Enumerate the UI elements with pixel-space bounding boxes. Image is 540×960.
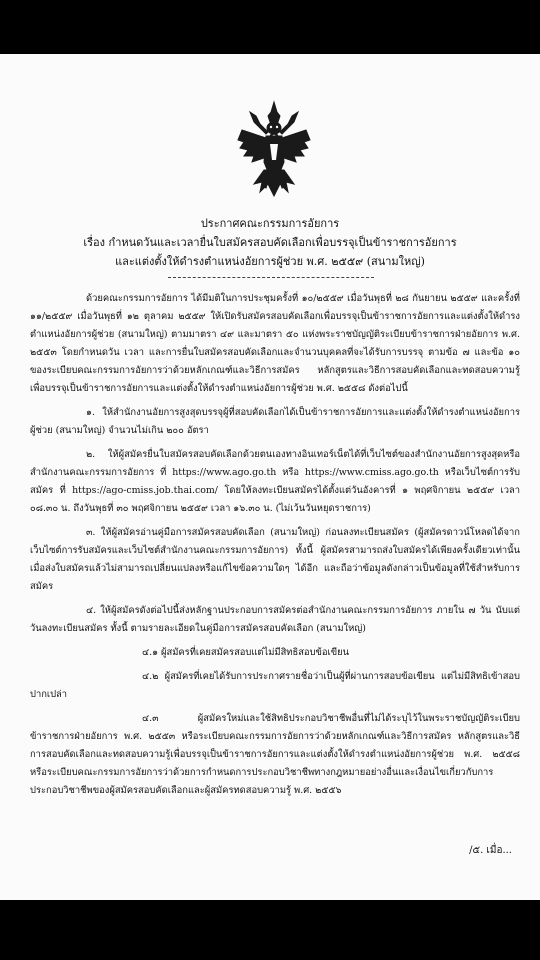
announcement-subject-line-1: เรื่อง กำหนดวันและเวลายื่นใบสมัครสอบคัดเลือกเพื่อบรรจุเป็นข้าราชการอัยการ xyxy=(83,236,457,249)
item-1: ๑. ให้สำนักงานอัยการสูงสุดบรรจุผู้ที่สอบคัดเลือกได้เป็นข้าราชการอัยการและแต่งตั้งให้ดำรงตำแหน่งอัยการผู้ช่วย (สนามใหญ่) จำนวนไม่เกิน ๒๐๐ อัตรา xyxy=(30,407,520,436)
document-page xyxy=(0,54,540,900)
item-4-3: ๔.๓ ผู้สมัครใหม่และใช้สิทธิประกอบวิชาชีพอื่นที่ไม่ได้ระบุไว้ในพระราชบัญญัติระเบียบข้าราชการฝ่ายอัยการ พ.ศ. ๒๕๕๓ หรือระเบียบคณะกรรมการอัยการว่าด้วยหลักเกณฑ์และวิธีการสมัคร หลักสูตรและวิธีการสอบคัดเลือกและทดสอบความรู้เพื่อบรรจุเป็นข้าราชการอัยการและแต่งตั้งให้ดำรงตำแหน่งอัยการผู้ช่วย พ.ศ. ๒๕๕๘ หรือระเบียบคณะกรรมการอัยการว่าด้วยการกำหนดการประกอบวิชาชีพทางกฎหมายอย่างอื่นและเงื่อนไขเกี่ยวกับการประกอบวิชาชีพของผู้สมัครสอบคัดเลือกและผู้สมัครทดสอบความรู้ พ.ศ. ๒๕๕๖ xyxy=(30,713,520,796)
item-4-2: ๔.๒ ผู้สมัครที่เคยได้รับการประกาศรายชื่อว่าเป็นผู้ที่ผ่านการสอบข้อเขียน แต่ไม่มีสิทธิเข้าสอบปากเปล่า xyxy=(30,671,520,700)
announcement-title: ประกาศคณะกรรมการอัยการ xyxy=(200,217,340,230)
garuda-emblem-icon xyxy=(236,100,312,204)
continuation-marker: /๕. เมื่อ... xyxy=(469,845,512,856)
item-2: ๒. ให้ผู้สมัครยื่นใบสมัครสอบคัดเลือกด้วยตนเองทางอินเทอร์เน็ตได้ที่เว็บไซต์ของสำนักงานอัยการสูงสุดหรือสำนักงานคณะกรรมการอัยการ ที่ https://www.ago.go.th หรือ https://www.cmiss.ago.go.th หรือเว็บไซต์การรับสมัคร ที่ https://ago-cmiss.job.thai.com/ โดยให้ลงทะเบียนสมัครได้ตั้งแต่วันอังคารที่ ๑ พฤศจิกายน ๒๕๕๙ เวลา ๐๘.๓๐ น. ถึงวันพุธที่ ๓๐ พฤศจิกายน ๒๕๕๙ เวลา ๑๖.๓๐ น. (ไม่เว้นวันหยุดราชการ) xyxy=(30,449,520,514)
item-3: ๓. ให้ผู้สมัครอ่านคู่มือการสมัครสอบคัดเลือก (สนามใหญ่) ก่อนลงทะเบียนสมัคร (ผู้สมัครดาวน์โหลดได้จากเว็บไซต์การรับสมัครและเว็บไซต์สำนักงานคณะกรรมการอัยการ) ทั้งนี้ ผู้สมัครสามารถส่งใบสมัครได้เพียงครั้งเดียวเท่านั้น เมื่อส่งใบสมัครแล้วไม่สามารถเปลี่ยนแปลงหรือแก้ไขข้อความใดๆ ได้อีก และถือว่าข้อมูลดังกล่าวเป็นข้อมูลที่ใช้สำหรับการสมัคร xyxy=(30,527,520,592)
item-4: ๔. ให้ผู้สมัครดังต่อไปนี้ส่งหลักฐานประกอบการสมัครต่อสำนักงานคณะกรรมการอัยการ ภายใน ๗ วัน นับแต่วันลงทะเบียนสมัคร ทั้งนี้ ตามรายละเอียดในคู่มือการสมัครสอบคัดเลือก (สนามใหญ่) xyxy=(30,605,520,634)
announcement-body xyxy=(30,290,520,800)
item-4-1: ๔.๑ ผู้สมัครที่เคยสมัครสอบแต่ไม่มีสิทธิสอบข้อเขียน xyxy=(142,647,350,658)
intro-paragraph: ด้วยคณะกรรมการอัยการ ได้มีมติในการประชุมครั้งที่ ๑๐/๒๕๕๙ เมื่อวันพุธที่ ๒๘ กันยายน ๒๕๕๙ และครั้งที่ ๑๑/๒๕๕๙ เมื่อวันพุธที่ ๑๒ ตุลาคม ๒๕๕๙ ให้เปิดรับสมัครสอบคัดเลือกเพื่อบรรจุเป็นข้าราชการอัยการและแต่งตั้งให้ดำรงตำแหน่งอัยการผู้ช่วย (สนามใหญ่) ตามมาตรา ๔๙ และมาตรา ๕๐ แห่งพระราชบัญญัติระเบียบข้าราชการฝ่ายอัยการ พ.ศ. ๒๕๕๓ โดยกำหนดวัน เวลา และการยื่นใบสมัครสอบคัดเลือกและจำนวนบุคคลที่จะได้รับการบรรจุ ตามข้อ ๗ และข้อ ๑๐ ของระเบียบคณะกรรมการอัยการว่าด้วยหลักเกณฑ์และวิธีการสมัคร หลักสูตรและวิธีการสอบคัดเลือกและทดสอบความรู้เพื่อบรรจุเป็นข้าราชการอัยการและแต่งตั้งให้ดำรงตำแหน่งอัยการผู้ช่วย พ.ศ. ๒๕๕๘ ดังต่อไปนี้ xyxy=(30,293,520,394)
separator-line xyxy=(168,277,374,278)
announcement-heading xyxy=(20,214,520,271)
announcement-subject-line-2: และแต่งตั้งให้ดำรงตำแหน่งอัยการผู้ช่วย พ.ศ. ๒๕๕๙ (สนามใหญ่) xyxy=(115,255,425,268)
